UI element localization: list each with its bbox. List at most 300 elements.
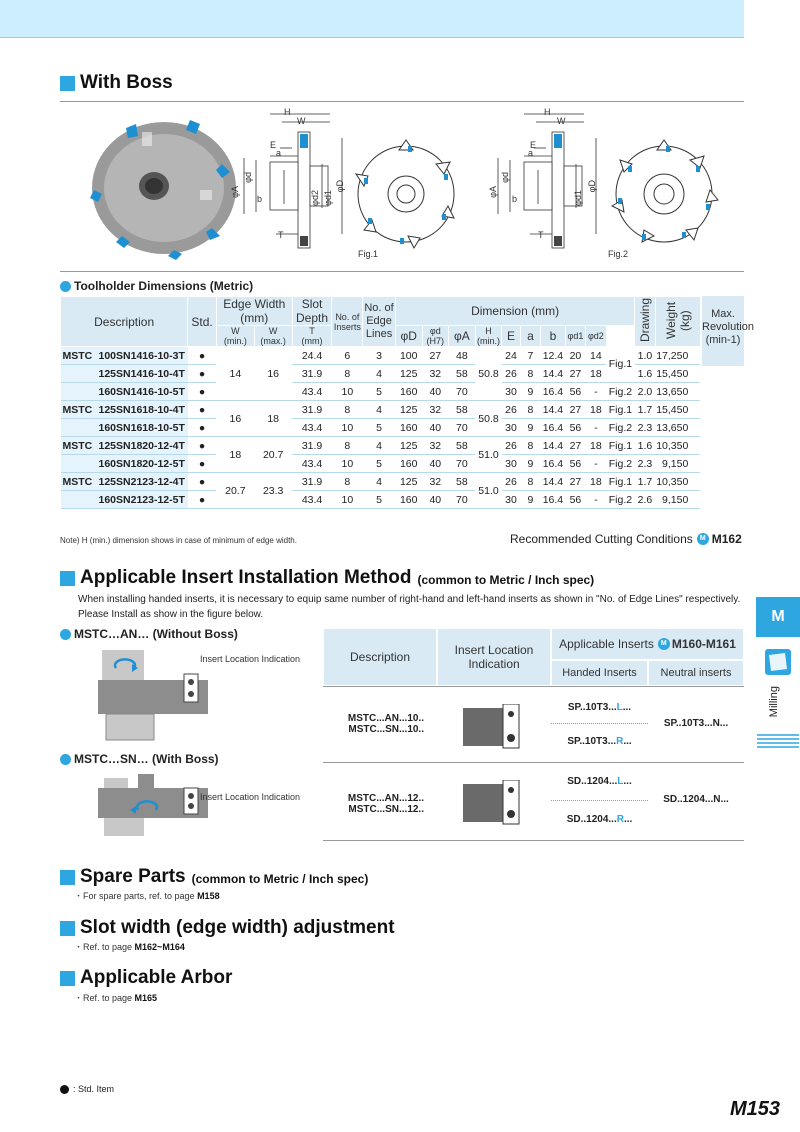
arbor-title-text: Applicable Arbor [80, 967, 233, 988]
row2-left-pre: SD..1204... [567, 775, 618, 787]
t-cell: 31.9 [292, 473, 332, 491]
section-square-icon [60, 921, 75, 936]
it-row2-description [323, 776, 437, 832]
w-max-cell: 20.7 [254, 437, 292, 473]
col-drawing [635, 297, 655, 347]
drawing-cell: Fig.1 [606, 347, 635, 383]
col-no-inserts: No. of Inserts [332, 297, 363, 347]
phiA-cell: 48 [449, 347, 476, 365]
col-a: a [520, 326, 540, 347]
col-phid2: φd2 [586, 326, 606, 347]
phid1-cell: 27 [565, 437, 585, 455]
page-ref-icon: M [658, 638, 670, 650]
fig1-h-label: H [284, 107, 291, 117]
fig2-h-label: H [544, 107, 551, 117]
phid2-cell: - [586, 455, 606, 473]
phid2-cell: 18 [586, 473, 606, 491]
std-mark: ● [188, 347, 217, 365]
bullet-dot-icon [60, 629, 71, 640]
phid1-cell: 56 [565, 491, 585, 509]
b-cell: 14.4 [541, 365, 566, 383]
it-divider [323, 762, 744, 763]
without-boss-heading [60, 627, 238, 641]
drawing-cell: Fig.2 [606, 491, 635, 509]
col-b: b [541, 326, 566, 347]
b-cell: 14.4 [541, 401, 566, 419]
col-weight-text: Weight (kg) [663, 301, 692, 339]
phiA-cell: 58 [449, 473, 476, 491]
t-cell: 43.4 [292, 491, 332, 509]
inserts-cell: 10 [332, 455, 363, 473]
phiA-cell: 58 [449, 365, 476, 383]
weight-cell: 1.0 [635, 347, 655, 365]
phid2-cell: - [586, 491, 606, 509]
a-cell: 8 [520, 473, 540, 491]
e-cell: 26 [502, 401, 520, 419]
recommended-cutting-link[interactable] [510, 532, 742, 546]
install-para-1: When installing handed inserts, it is necessary to equip same number of right-hand and left-hand inserts as shown in "No. of Edge Lines" respectively. [78, 594, 741, 605]
phid-cell: 40 [422, 419, 449, 437]
w-max-cell: 23.3 [254, 473, 292, 509]
edge-lines-cell: 5 [363, 419, 396, 437]
fig1-phid1-label: φd1 [323, 190, 333, 206]
col-phiD: φD [395, 326, 422, 347]
phiD-cell: 100 [395, 347, 422, 365]
col-description: Description [61, 297, 188, 347]
a-cell: 9 [520, 419, 540, 437]
phid-cell: 40 [422, 383, 449, 401]
weight-cell: 1.7 [635, 473, 655, 491]
row-description [61, 383, 188, 401]
insert-table [323, 628, 744, 841]
a-cell: 8 [520, 437, 540, 455]
h-sub: (min.) [476, 336, 500, 346]
row1-left-post: ... [622, 701, 632, 713]
row-description [61, 347, 188, 365]
without-boss-diagram [98, 646, 208, 746]
row-code: 160SN1820-12-5T [98, 457, 185, 470]
inserts-cell: 8 [332, 437, 363, 455]
h-cell: 50.8 [475, 347, 502, 401]
phid-cell: 32 [422, 365, 449, 383]
w-max-cell: 18 [254, 401, 292, 437]
fig1-phid2-label: φd2 [310, 190, 320, 206]
section-square-icon [60, 76, 75, 91]
revolution-cell: 9,150 [655, 455, 700, 473]
fig2-e-label: E [530, 140, 537, 150]
table-row [61, 419, 744, 437]
b-cell: 16.4 [541, 455, 566, 473]
t-cell: 43.4 [292, 383, 332, 401]
slot-width-ref [74, 940, 185, 953]
b-cell: 14.4 [541, 437, 566, 455]
phiD-cell: 160 [395, 455, 422, 473]
inserts-cell: 10 [332, 491, 363, 509]
edge-lines-cell: 5 [363, 383, 396, 401]
row2-left-hl: L [617, 775, 624, 787]
col-w-max [254, 326, 292, 347]
it-row2-right-insert [551, 810, 648, 828]
weight-cell: 1.6 [635, 365, 655, 383]
e-cell: 26 [502, 365, 520, 383]
it-dotted-divider [551, 723, 648, 724]
phid-cell: 27 [422, 347, 449, 365]
a-cell: 9 [520, 455, 540, 473]
table-row [61, 437, 744, 455]
drawing-cell: Fig.1 [606, 437, 635, 455]
bullet-dot-icon [60, 281, 71, 292]
e-cell: 30 [502, 455, 520, 473]
a-cell: 9 [520, 491, 540, 509]
t-label: T [309, 326, 315, 336]
phiD-cell: 125 [395, 437, 422, 455]
w-min-cell: 14 [216, 347, 254, 401]
fig2-phid-label: φd [500, 172, 510, 183]
row-description [61, 437, 188, 455]
phiA-cell: 58 [449, 401, 476, 419]
edge-lines-cell: 3 [363, 347, 396, 365]
h-min-note: Note) H (min.) dimension shows in case of minimum of edge width. [60, 536, 297, 545]
it-divider [323, 840, 744, 841]
slot-width-title-text: Slot width (edge width) adjustment [80, 917, 395, 938]
std-mark: ● [188, 473, 217, 491]
a-cell: 7 [520, 347, 540, 365]
b-cell: 12.4 [541, 347, 566, 365]
insert-install-title-text: Applicable Insert Installation Method [80, 567, 412, 588]
fig1-t-label: T [278, 230, 284, 240]
arbor-page[interactable]: M165 [134, 993, 158, 1003]
phid1-cell: 27 [565, 473, 585, 491]
row-description [61, 491, 188, 509]
figure-panel [60, 101, 744, 272]
edge-lines-cell: 4 [363, 401, 396, 419]
b-cell: 16.4 [541, 383, 566, 401]
table-row [61, 473, 744, 491]
row2-right-pre: SD..1204... [566, 813, 617, 825]
phiA-cell: 70 [449, 383, 476, 401]
it-location-header: Insert Location Indication [437, 628, 551, 686]
page-ref-icon: M [697, 533, 709, 545]
it-row1-description [323, 696, 437, 752]
fig2-phiD-label: φD [587, 180, 597, 193]
phid2-cell: 14 [586, 347, 606, 365]
col-edge-width: Edge Width (mm) [216, 297, 292, 326]
col-slot-depth: Slot Depth [292, 297, 332, 326]
e-cell: 24 [502, 347, 520, 365]
phid-cell: 32 [422, 401, 449, 419]
applicable-pages[interactable]: M160-M161 [671, 637, 736, 651]
with-boss-title [60, 72, 173, 94]
phid1-cell: 27 [565, 365, 585, 383]
row1-desc-b: MSTC...SN...10.. [348, 724, 424, 735]
b-cell: 16.4 [541, 491, 566, 509]
loc-indication-label-1: Insert Location Indication [200, 654, 301, 664]
cutter-photo [82, 108, 252, 263]
slot-width-title [60, 917, 395, 939]
toolholder-table [60, 296, 744, 509]
row-code: 125SN1820-12-4T [98, 439, 185, 452]
it-dotted-divider [551, 800, 648, 801]
phid2-cell: 18 [586, 401, 606, 419]
std-mark: ● [188, 419, 217, 437]
row-code: 125SN1416-10-4T [98, 367, 185, 380]
fig2-phiA-label: φA [488, 186, 498, 198]
applicable-inserts-text: Applicable Inserts [559, 637, 654, 651]
weight-cell: 2.3 [635, 455, 655, 473]
phid-cell: 32 [422, 437, 449, 455]
phiA-cell: 70 [449, 455, 476, 473]
col-no-edge: No. of Edge Lines [363, 297, 396, 347]
it-handed-header: Handed Inserts [551, 660, 648, 686]
insert-install-title [60, 567, 594, 589]
weight-cell: 2.0 [635, 383, 655, 401]
with-boss-title-text: With Boss [80, 72, 173, 93]
phiD-cell: 160 [395, 491, 422, 509]
revolution-cell: 13,650 [655, 383, 700, 401]
it-row2-left-insert [551, 772, 648, 790]
table-row [61, 365, 744, 383]
weight-cell: 2.6 [635, 491, 655, 509]
b-cell: 14.4 [541, 473, 566, 491]
col-phiA: φA [449, 326, 476, 347]
drawing-cell: Fig.2 [606, 383, 635, 401]
col-h [475, 326, 502, 347]
row1-insert-diagram [463, 704, 533, 750]
with-boss-heading [60, 752, 219, 766]
inserts-cell: 8 [332, 473, 363, 491]
row2-right-post: ... [623, 813, 633, 825]
drawing-cell: Fig.1 [606, 401, 635, 419]
col-e: E [502, 326, 520, 347]
col-max-revolution [702, 296, 754, 366]
spare-parts-title-text: Spare Parts [80, 866, 186, 887]
phiA-cell: 58 [449, 437, 476, 455]
phid-label: φd [429, 326, 441, 336]
bullet-dot-icon [60, 754, 71, 765]
row1-left-pre: SP..10T3... [567, 701, 617, 713]
phid2-cell: - [586, 383, 606, 401]
loc-indication-label-2: Insert Location Indication [200, 792, 301, 802]
spare-parts-page[interactable]: M158 [197, 891, 220, 901]
row1-right-post: ... [623, 735, 632, 747]
e-cell: 30 [502, 419, 520, 437]
spare-parts-title [60, 866, 368, 888]
phid-sub: (H7) [426, 336, 445, 346]
table-row [61, 401, 744, 419]
revolution-cell: 13,650 [655, 419, 700, 437]
phid-cell: 40 [422, 455, 449, 473]
col-std: Std. [188, 297, 217, 347]
page-number: M153 [729, 1098, 780, 1120]
row2-left-post: ... [623, 775, 632, 787]
phiA-cell: 70 [449, 419, 476, 437]
table-row [61, 383, 744, 401]
toolholder-heading-text: Toolholder Dimensions (Metric) [74, 279, 254, 293]
inserts-cell: 8 [332, 401, 363, 419]
fig1-phid-label: φd [243, 172, 253, 183]
phid1-cell: 27 [565, 401, 585, 419]
a-cell: 9 [520, 383, 540, 401]
phid2-cell: 18 [586, 437, 606, 455]
weight-cell: 1.7 [635, 401, 655, 419]
row-prefix: MSTC [62, 403, 93, 416]
h-label: H [485, 326, 492, 336]
fig2-front-view [608, 138, 723, 253]
std-dot-icon [60, 1085, 69, 1094]
revolution-cell: 17,250 [655, 347, 700, 365]
w-max-sub: (max.) [260, 336, 286, 346]
w-max-cell: 16 [254, 347, 292, 401]
max-rev-unit: (min-1) [705, 334, 741, 346]
inserts-cell: 10 [332, 383, 363, 401]
t-cell: 31.9 [292, 365, 332, 383]
row-prefix: MSTC [62, 475, 93, 488]
std-mark: ● [188, 401, 217, 419]
w-min-sub: (min.) [223, 336, 247, 346]
table-row [61, 491, 744, 509]
it-row1-neutral: SP..10T3...N... [648, 714, 744, 732]
phid1-cell: 56 [565, 419, 585, 437]
fig1-b-label: b [257, 194, 263, 204]
table-row [61, 455, 744, 473]
t-sub: (mm) [301, 336, 323, 346]
row2-insert-diagram [463, 780, 533, 826]
e-cell: 26 [502, 473, 520, 491]
h-cell: 51.0 [475, 473, 502, 509]
w-min-label: W [231, 326, 240, 336]
side-tab-m[interactable]: M [756, 597, 800, 637]
arbor-ref [74, 991, 157, 1004]
fig2-b-label: b [512, 194, 518, 204]
phid-cell: 40 [422, 491, 449, 509]
it-row2-neutral: SD..1204...N... [648, 790, 744, 808]
fig1-w-label: W [297, 116, 306, 126]
revolution-cell: 9,150 [655, 491, 700, 509]
fig2-a-label: a [528, 148, 534, 158]
phid2-cell: - [586, 419, 606, 437]
row-code: 160SN1618-10-5T [98, 421, 185, 434]
phid1-cell: 56 [565, 383, 585, 401]
with-boss-heading-text: MSTC…SN… (With Boss) [74, 752, 219, 766]
col-weight [655, 297, 700, 347]
col-t [292, 326, 332, 347]
edge-lines-cell: 4 [363, 473, 396, 491]
e-cell: 30 [502, 491, 520, 509]
fig1-e-label: E [270, 140, 277, 150]
phiD-cell: 160 [395, 383, 422, 401]
phiD-cell: 125 [395, 473, 422, 491]
it-description-header: Description [323, 628, 437, 686]
row-description [61, 365, 188, 383]
row2-right-hl: R [616, 813, 624, 825]
row-description [61, 473, 188, 491]
it-applicable-header [551, 628, 744, 660]
t-cell: 24.4 [292, 347, 332, 365]
phiA-cell: 70 [449, 491, 476, 509]
arbor-ref-text: ・Ref. to page [74, 993, 135, 1003]
row-code: 160SN2123-12-5T [98, 493, 185, 506]
row-code: 125SN1618-10-4T [98, 403, 185, 416]
drawing-cell: Fig.2 [606, 419, 635, 437]
recommended-text: Recommended Cutting Conditions [510, 532, 693, 546]
fig2-t-label: T [538, 230, 544, 240]
h-cell: 50.8 [475, 401, 502, 437]
edge-lines-cell: 4 [363, 365, 396, 383]
fig2-phid1-label: φd1 [573, 190, 583, 206]
recommended-page[interactable]: M162 [711, 532, 742, 546]
fig1-a-label: a [276, 148, 282, 158]
toolholder-heading [60, 279, 253, 293]
col-drawing-text: Drawing [637, 297, 652, 342]
phiD-cell: 160 [395, 419, 422, 437]
col-dimension: Dimension (mm) [395, 297, 634, 326]
section-square-icon [60, 870, 75, 885]
std-mark: ● [188, 437, 217, 455]
std-mark: ● [188, 491, 217, 509]
it-divider [323, 686, 744, 687]
spare-parts-ref [74, 889, 220, 902]
a-cell: 8 [520, 401, 540, 419]
row-code: 100SN1416-10-3T [98, 349, 185, 362]
spare-parts-ref-text: ・For spare parts, ref. to page [74, 891, 198, 901]
drawing-cell: Fig.1 [606, 473, 635, 491]
weight-cell: 2.3 [635, 419, 655, 437]
edge-lines-cell: 5 [363, 455, 396, 473]
col-phid1: φd1 [565, 326, 585, 347]
install-para-2: Please Install as show in the figure below. [78, 609, 264, 620]
row-description [61, 419, 188, 437]
revolution-cell: 15,450 [655, 365, 700, 383]
row-prefix: MSTC [62, 349, 93, 362]
revolution-cell: 15,450 [655, 401, 700, 419]
fig2-caption: Fig.2 [608, 249, 629, 259]
row-description [61, 401, 188, 419]
with-boss-diagram [98, 774, 208, 844]
fig1-front-view [350, 138, 465, 253]
std-item-legend [60, 1084, 114, 1094]
inserts-cell: 10 [332, 419, 363, 437]
fig1-phiD-label: φD [335, 180, 345, 193]
fig1-phiA-label: φA [230, 186, 240, 198]
row-prefix: MSTC [62, 439, 93, 452]
phid2-cell: 18 [586, 365, 606, 383]
install-paragraph [78, 592, 740, 622]
a-cell: 8 [520, 365, 540, 383]
inserts-cell: 6 [332, 347, 363, 365]
w-min-cell: 18 [216, 437, 254, 473]
row1-right-hl: R [616, 735, 624, 747]
row-description [61, 455, 188, 473]
without-boss-text: MSTC…AN… (Without Boss) [74, 627, 238, 641]
slot-width-page[interactable]: M162~M164 [134, 942, 185, 952]
top-banner [0, 0, 744, 38]
fig1-caption: Fig.1 [358, 249, 379, 259]
max-rev-label: Max. Revolution [702, 308, 754, 333]
t-cell: 43.4 [292, 455, 332, 473]
t-cell: 31.9 [292, 401, 332, 419]
row-code: 125SN2123-12-4T [98, 475, 185, 488]
e-cell: 26 [502, 437, 520, 455]
col-phid [422, 326, 449, 347]
row2-desc-b: MSTC...SN...12.. [348, 804, 424, 815]
drawing-cell: Fig.2 [606, 455, 635, 473]
side-tab-milling: Milling [768, 686, 780, 718]
edge-lines-cell: 4 [363, 437, 396, 455]
slot-width-ref-text: ・Ref. to page [74, 942, 135, 952]
fig2-w-label: W [557, 116, 566, 126]
spare-parts-subtitle: (common to Metric / Inch spec) [191, 871, 369, 886]
std-item-text: : Std. Item [73, 1084, 115, 1094]
